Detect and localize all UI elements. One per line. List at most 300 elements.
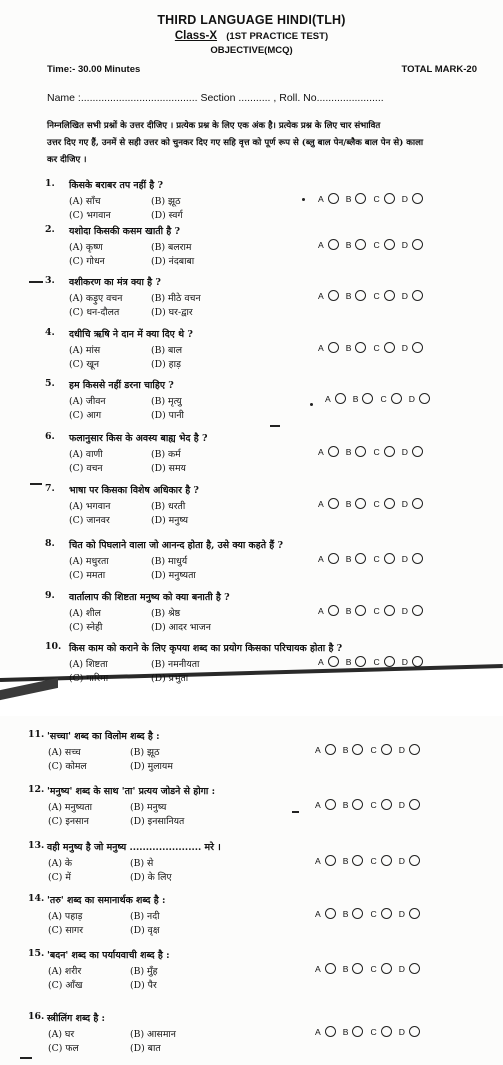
question-text: चित को पिघलाने वाला जो आनन्द होता है, उसे क्या कहते हैं ? — [69, 540, 284, 551]
choice-b[interactable] — [343, 1026, 364, 1037]
answer-bubbles — [315, 744, 427, 755]
option-a: (A) शरीर — [48, 966, 82, 977]
class-line — [0, 30, 503, 42]
question-text: 'सच्चा' शब्द का विलोम शब्द है : — [47, 731, 160, 742]
choice-label: D — [398, 908, 405, 919]
choice-label: B — [345, 553, 352, 564]
answer-circle-icon[interactable] — [352, 744, 363, 755]
choice-d[interactable] — [399, 855, 420, 866]
choice-a[interactable] — [318, 446, 339, 457]
answer-circle-icon[interactable] — [352, 908, 363, 919]
pen-dot — [310, 403, 313, 406]
choice-label: B — [345, 605, 352, 616]
option-b: (B) से — [130, 858, 154, 869]
question-number: 16. — [28, 1011, 45, 1022]
answer-circle-icon[interactable] — [325, 799, 336, 810]
option-b: (B) श्रेष्ठ — [151, 608, 181, 619]
answer-circle-icon[interactable] — [384, 553, 395, 564]
question-number: 9. — [45, 590, 55, 601]
choice-label: C — [373, 342, 380, 353]
choice-label: C — [370, 855, 377, 866]
choice-label: D — [398, 1026, 405, 1037]
answer-circle-icon[interactable] — [381, 908, 392, 919]
answer-bubbles — [315, 799, 427, 810]
choice-a[interactable] — [318, 290, 339, 301]
option-b: (B) झूठ — [130, 747, 160, 758]
answer-circle-icon[interactable] — [381, 744, 392, 755]
answer-circle-icon[interactable] — [328, 498, 339, 509]
choice-a[interactable] — [318, 605, 339, 616]
question-text: हम किससे नहीं डरना चाहिए ? — [69, 380, 174, 391]
pen-mark — [30, 678, 44, 680]
choice-label: D — [401, 656, 408, 667]
choice-b[interactable] — [346, 656, 367, 667]
option-a: (A) भगवान — [69, 501, 111, 512]
answer-circle-icon[interactable] — [335, 393, 346, 404]
choice-c[interactable] — [373, 342, 394, 353]
option-a: (A) शिष्टता — [69, 659, 108, 670]
option-c: (C) वचन — [69, 463, 103, 474]
question-text: किस काम को कराने के लिए कृपया शब्द का प्रयोग किसका परिचायक होता है ? — [69, 643, 343, 654]
answer-circle-icon[interactable] — [391, 393, 402, 404]
option-a: (A) कृष्ण — [69, 242, 103, 253]
question-number: 10. — [45, 641, 62, 652]
question-number: 12. — [28, 784, 45, 795]
choice-a[interactable] — [325, 393, 346, 404]
choice-d[interactable] — [402, 193, 423, 204]
question-text: फलानुसार किस के अवस्य बाह्य भेद है ? — [69, 433, 208, 444]
choice-label: C — [373, 193, 380, 204]
answer-circle-icon[interactable] — [384, 290, 395, 301]
choice-label: B — [345, 656, 352, 667]
choice-d[interactable] — [399, 963, 420, 974]
answer-bubbles — [318, 239, 430, 250]
option-a: (A) कड़ुए वचन — [69, 293, 123, 304]
choice-label: A — [318, 342, 324, 353]
choice-d[interactable] — [402, 239, 423, 250]
option-a: (A) वाणी — [69, 449, 103, 460]
choice-label: D — [401, 553, 408, 564]
option-b: (B) झूठ — [151, 196, 181, 207]
choice-b[interactable] — [346, 239, 367, 250]
answer-circle-icon[interactable] — [381, 799, 392, 810]
choice-d[interactable] — [399, 744, 420, 755]
choice-label: A — [315, 963, 321, 974]
answer-circle-icon[interactable] — [409, 908, 420, 919]
choice-label: B — [342, 855, 349, 866]
choice-b[interactable] — [343, 963, 364, 974]
pen-mark — [29, 281, 43, 283]
question-number: 2. — [45, 224, 55, 235]
question-text: 'बदन' शब्द का पर्यायवाची शब्द है : — [47, 950, 170, 961]
question-text: वार्तालाप की शिष्टता मनुष्य को क्या बनाती है ? — [69, 592, 230, 603]
answer-circle-icon[interactable] — [328, 342, 339, 353]
choice-label: A — [318, 446, 324, 457]
choice-b[interactable] — [346, 342, 367, 353]
choice-b[interactable] — [343, 744, 364, 755]
question-text: दधीचि ऋषि ने दान में क्या दिए थे ? — [69, 329, 193, 340]
choice-b[interactable] — [346, 446, 367, 457]
option-c: (C) सागर — [48, 925, 84, 936]
answer-circle-icon[interactable] — [352, 855, 363, 866]
answer-bubbles — [315, 855, 427, 866]
question-text: 'मनुष्य' शब्द के साथ 'ता' प्रत्यय जोडने से होगा : — [47, 786, 216, 797]
answer-circle-icon[interactable] — [384, 193, 395, 204]
choice-label: B — [342, 963, 349, 974]
choice-a[interactable] — [315, 799, 336, 810]
option-a: (A) मनुष्यता — [48, 802, 93, 813]
option-a: (A) घर — [48, 1029, 75, 1040]
answer-circle-icon[interactable] — [355, 656, 366, 667]
instruction-line-1: निम्नलिखित सभी प्रश्नों के उत्तर दीजिए । प्रत्येक प्रश्न के लिए एक अंक है। प्रत्येक प्रश्न के लिए चार संभावित — [47, 121, 381, 131]
choice-d[interactable] — [409, 393, 430, 404]
option-c: (C) आग — [69, 410, 102, 421]
choice-label: C — [373, 605, 380, 616]
option-d: (D) बात — [130, 1043, 161, 1054]
choice-d[interactable] — [402, 290, 423, 301]
paper-title: THIRD LANGUAGE HINDI(TLH) — [157, 13, 346, 27]
choice-a[interactable] — [318, 498, 339, 509]
answer-circle-icon[interactable] — [328, 290, 339, 301]
answer-circle-icon[interactable] — [384, 446, 395, 457]
answer-circle-icon[interactable] — [328, 605, 339, 616]
instruction-line-3: कर दीजिए । — [47, 155, 87, 165]
answer-circle-icon[interactable] — [409, 855, 420, 866]
answer-circle-icon[interactable] — [325, 855, 336, 866]
answer-circle-icon[interactable] — [384, 342, 395, 353]
answer-circle-icon[interactable] — [355, 446, 366, 457]
option-b: (B) नमनीयता — [151, 659, 200, 670]
choice-label: A — [318, 656, 324, 667]
total-mark-label: TOTAL MARK-20 — [401, 64, 477, 75]
answer-circle-icon[interactable] — [328, 239, 339, 250]
question-text: स्त्रीलिंग शब्द है : — [47, 1013, 106, 1024]
option-b: (B) बाल — [151, 345, 183, 356]
question-number: 11. — [28, 729, 45, 740]
option-b: (B) मुँह — [130, 966, 158, 977]
option-c: (C) फल — [48, 1043, 79, 1054]
choice-a[interactable] — [318, 342, 339, 353]
choice-b[interactable] — [346, 193, 367, 204]
choice-a[interactable] — [315, 744, 336, 755]
choice-b[interactable] — [346, 290, 367, 301]
choice-a[interactable] — [315, 855, 336, 866]
answer-circle-icon[interactable] — [381, 963, 392, 974]
choice-b[interactable] — [343, 908, 364, 919]
question-text: वही मनुष्य है जो मनुष्य ...................... मरे । — [47, 842, 221, 853]
choice-label: B — [342, 908, 349, 919]
answer-circle-icon[interactable] — [355, 498, 366, 509]
choice-label: D — [401, 290, 408, 301]
choice-label: A — [315, 744, 321, 755]
answer-bubbles — [315, 1026, 427, 1037]
answer-circle-icon[interactable] — [328, 446, 339, 457]
option-c: (C) कोमल — [48, 761, 87, 772]
choice-a[interactable] — [318, 553, 339, 564]
option-b: (B) आसमान — [130, 1029, 176, 1040]
question-number: 13. — [28, 840, 45, 851]
choice-c[interactable] — [370, 963, 391, 974]
choice-c[interactable] — [373, 553, 394, 564]
option-d: (D) हाड़ — [151, 359, 181, 370]
answer-circle-icon[interactable] — [384, 605, 395, 616]
option-a: (A) शील — [69, 608, 101, 619]
answer-bubbles — [315, 908, 427, 919]
option-d: (D) घर-द्वार — [151, 307, 193, 318]
choice-label: C — [373, 446, 380, 457]
option-d: (D) के लिए — [130, 872, 172, 883]
choice-label: A — [315, 855, 321, 866]
answer-circle-icon[interactable] — [412, 446, 423, 457]
choice-label: D — [401, 193, 408, 204]
answer-circle-icon[interactable] — [384, 498, 395, 509]
choice-label: B — [352, 393, 359, 404]
choice-a[interactable] — [318, 193, 339, 204]
choice-label: A — [318, 553, 324, 564]
answer-circle-icon[interactable] — [355, 605, 366, 616]
choice-c[interactable] — [370, 744, 391, 755]
choice-label: B — [345, 239, 352, 250]
option-d: (D) पानी — [151, 410, 184, 421]
choice-c[interactable] — [373, 193, 394, 204]
choice-b[interactable] — [343, 855, 364, 866]
answer-circle-icon[interactable] — [325, 744, 336, 755]
option-c: (C) खून — [69, 359, 100, 370]
choice-c[interactable] — [370, 908, 391, 919]
pen-mark — [270, 425, 280, 427]
answer-circle-icon[interactable] — [362, 393, 373, 404]
choice-label: B — [345, 342, 352, 353]
choice-label: B — [345, 193, 352, 204]
option-b: (B) कर्म — [151, 449, 181, 460]
question-text: किसके बराबर तप नहीं है ? — [69, 180, 164, 191]
option-d: (D) समय — [151, 463, 186, 474]
answer-bubbles — [318, 342, 430, 353]
answer-circle-icon[interactable] — [409, 963, 420, 974]
answer-circle-icon[interactable] — [419, 393, 430, 404]
answer-circle-icon[interactable] — [409, 1026, 420, 1037]
choice-c[interactable] — [373, 498, 394, 509]
choice-label: D — [401, 239, 408, 250]
answer-circle-icon[interactable] — [412, 656, 423, 667]
answer-circle-icon[interactable] — [381, 855, 392, 866]
question-text: भाषा पर किसका विशेष अधिकार है ? — [69, 485, 199, 496]
choice-label: C — [373, 656, 380, 667]
option-a: (A) साँच — [69, 196, 101, 207]
choice-a[interactable] — [315, 908, 336, 919]
answer-circle-icon[interactable] — [412, 553, 423, 564]
option-d: (D) इनसानियत — [130, 816, 185, 827]
answer-circle-icon[interactable] — [325, 908, 336, 919]
answer-circle-icon[interactable] — [412, 342, 423, 353]
answer-circle-icon[interactable] — [384, 239, 395, 250]
option-b: (B) बलराम — [151, 242, 192, 253]
answer-circle-icon[interactable] — [355, 193, 366, 204]
choice-label: A — [325, 393, 331, 404]
answer-bubbles — [318, 605, 430, 616]
option-b: (B) मनुष्य — [130, 802, 167, 813]
choice-label: A — [318, 193, 324, 204]
answer-circle-icon[interactable] — [409, 744, 420, 755]
answer-circle-icon[interactable] — [412, 193, 423, 204]
option-b: (B) माधुर्य — [151, 556, 188, 567]
option-b: (B) मृत्यु — [151, 396, 182, 407]
answer-circle-icon[interactable] — [412, 290, 423, 301]
choice-label: A — [318, 290, 324, 301]
option-b: (B) धरती — [151, 501, 186, 512]
answer-circle-icon[interactable] — [384, 656, 395, 667]
answer-bubbles — [318, 656, 430, 667]
option-d: (D) पैर — [130, 980, 157, 991]
answer-circle-icon[interactable] — [355, 553, 366, 564]
pen-dot — [302, 198, 305, 201]
answer-circle-icon[interactable] — [328, 553, 339, 564]
answer-circle-icon[interactable] — [328, 656, 339, 667]
choice-d[interactable] — [402, 498, 423, 509]
option-d: (D) नंदबाबा — [151, 256, 195, 267]
choice-label: C — [373, 498, 380, 509]
choice-label: B — [342, 799, 349, 810]
pen-mark — [30, 483, 42, 485]
answer-circle-icon[interactable] — [352, 799, 363, 810]
choice-label: A — [315, 799, 321, 810]
option-a: (A) मांस — [69, 345, 101, 356]
choice-label: A — [315, 1026, 321, 1037]
choice-b[interactable] — [346, 605, 367, 616]
choice-c[interactable] — [373, 446, 394, 457]
option-a: (A) पहाड़ — [48, 911, 83, 922]
choice-c[interactable] — [373, 605, 394, 616]
choice-label: D — [398, 744, 405, 755]
choice-label: B — [345, 290, 352, 301]
choice-label: B — [342, 744, 349, 755]
choice-label: D — [401, 342, 408, 353]
choice-a[interactable] — [315, 1026, 336, 1037]
option-c: (C) गोधन — [69, 256, 105, 267]
choice-c[interactable] — [370, 799, 391, 810]
answer-circle-icon[interactable] — [352, 963, 363, 974]
option-a: (A) जीवन — [69, 396, 106, 407]
answer-circle-icon[interactable] — [412, 239, 423, 250]
choice-c[interactable] — [370, 855, 391, 866]
choice-label: C — [370, 799, 377, 810]
choice-c[interactable] — [373, 656, 394, 667]
choice-d[interactable] — [402, 342, 423, 353]
choice-label: C — [373, 239, 380, 250]
question-number: 7. — [45, 483, 55, 494]
option-c: (C) में — [48, 872, 71, 883]
choice-label: D — [408, 393, 415, 404]
answer-circle-icon[interactable] — [355, 290, 366, 301]
choice-d[interactable] — [402, 446, 423, 457]
question-number: 1. — [45, 178, 55, 189]
choice-a[interactable] — [318, 656, 339, 667]
paper-type: OBJECTIVE(MCQ) — [210, 45, 293, 56]
choice-label: B — [342, 1026, 349, 1037]
question-number: 15. — [28, 948, 45, 959]
option-c: (C) ममता — [69, 570, 106, 581]
option-b: (B) नदी — [130, 911, 160, 922]
option-d: (D) वृक्ष — [130, 925, 160, 936]
choice-b[interactable] — [346, 498, 367, 509]
choice-c[interactable] — [373, 290, 394, 301]
choice-c[interactable] — [373, 239, 394, 250]
choice-label: A — [318, 498, 324, 509]
answer-circle-icon[interactable] — [328, 193, 339, 204]
choice-c[interactable] — [370, 1026, 391, 1037]
choice-label: D — [401, 605, 408, 616]
choice-d[interactable] — [399, 908, 420, 919]
choice-c[interactable] — [380, 393, 401, 404]
choice-d[interactable] — [402, 656, 423, 667]
option-c: (C) गारिमा — [69, 673, 109, 684]
choice-label: C — [370, 1026, 377, 1037]
answer-bubbles — [318, 553, 430, 564]
answer-bubbles — [318, 193, 430, 204]
answer-circle-icon[interactable] — [355, 342, 366, 353]
choice-d[interactable] — [399, 799, 420, 810]
answer-circle-icon[interactable] — [412, 498, 423, 509]
choice-label: D — [398, 855, 405, 866]
choice-b[interactable] — [353, 393, 374, 404]
choice-label: D — [398, 963, 405, 974]
choice-b[interactable] — [343, 799, 364, 810]
answer-circle-icon[interactable] — [325, 963, 336, 974]
option-a: (A) मधुरता — [69, 556, 109, 567]
choice-label: C — [380, 393, 387, 404]
choice-label: A — [315, 908, 321, 919]
question-number: 3. — [45, 275, 55, 286]
choice-label: C — [373, 553, 380, 564]
choice-d[interactable] — [399, 1026, 420, 1037]
question-number: 14. — [28, 893, 45, 904]
answer-circle-icon[interactable] — [352, 1026, 363, 1037]
question-text: यशोदा किसकी कसम खाती है ? — [69, 226, 181, 237]
time-label: Time:- 30.00 Minutes — [47, 64, 141, 75]
pen-mark — [20, 1057, 32, 1059]
answer-circle-icon[interactable] — [355, 239, 366, 250]
choice-label: A — [318, 239, 324, 250]
answer-circle-icon[interactable] — [409, 799, 420, 810]
choice-label: C — [370, 744, 377, 755]
student-details-line: Name :........................................ Section ........... , Roll. No....................... — [47, 92, 384, 104]
choice-label: B — [345, 498, 352, 509]
answer-circle-icon[interactable] — [325, 1026, 336, 1037]
test-label: (1ST PRACTICE TEST) — [226, 31, 329, 42]
option-c: (C) आँख — [48, 980, 83, 991]
choice-b[interactable] — [346, 553, 367, 564]
option-a: (A) के — [48, 858, 73, 869]
option-d: (D) मनुष्य — [151, 515, 189, 526]
choice-a[interactable] — [315, 963, 336, 974]
option-c: (C) स्नेही — [69, 622, 103, 633]
choice-d[interactable] — [402, 605, 423, 616]
answer-circle-icon[interactable] — [412, 605, 423, 616]
option-c: (C) जानवर — [69, 515, 110, 526]
option-d: (D) मुलायम — [130, 761, 173, 772]
option-a: (A) सच्च — [48, 747, 81, 758]
choice-a[interactable] — [318, 239, 339, 250]
option-c: (C) इनसान — [48, 816, 89, 827]
option-d: (D) मनुष्यता — [151, 570, 196, 581]
option-b: (B) मीठे वचन — [151, 293, 201, 304]
option-c: (C) भगवान — [69, 210, 111, 221]
choice-label: B — [345, 446, 352, 457]
choice-d[interactable] — [402, 553, 423, 564]
answer-circle-icon[interactable] — [381, 1026, 392, 1037]
answer-bubbles — [318, 446, 430, 457]
class-label: Class-X — [174, 30, 218, 42]
